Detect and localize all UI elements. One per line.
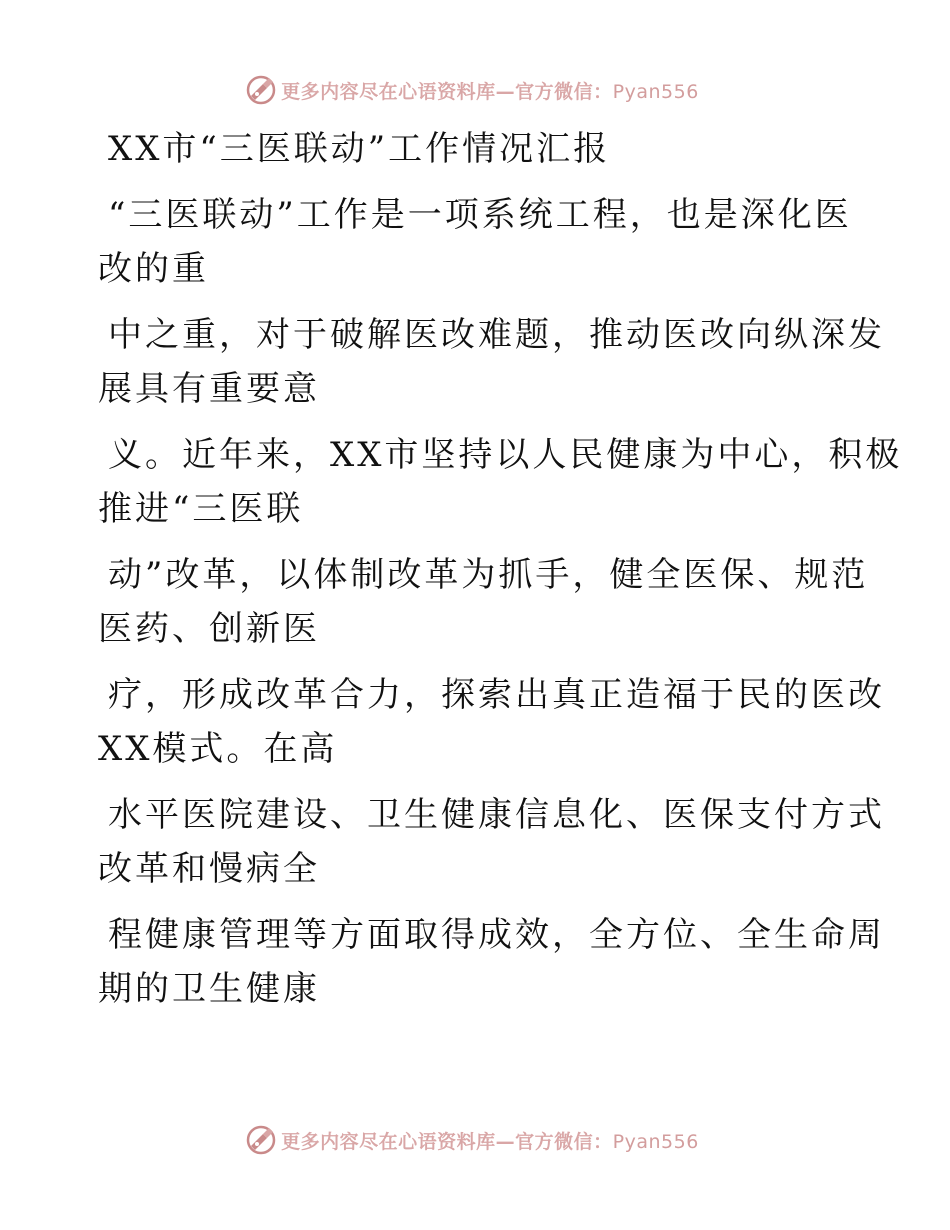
paragraph-line: 推进“三医联 [98,489,304,529]
pen-logo-icon [245,74,277,106]
paragraph-line: 改的重 [98,249,209,289]
paragraph-line: 中之重，对于破解医改难题，推动医改向纵深发 [108,315,885,355]
paragraph-line: 展具有重要意 [98,369,320,409]
document-body [98,122,903,1016]
paragraph-line: 水平医院建设、卫生健康信息化、医保支付方式 [108,795,885,835]
watermark-text: 更多内容尽在心语资料库—官方微信：Pyan556 [281,80,699,103]
paragraph-line: 动”改革，以体制改革为抓手，健全医保、规范 [108,555,869,595]
paragraph-line: 改革和慢病全 [98,849,320,889]
paragraph-line: 医药、创新医 [98,609,320,649]
wechat-id: Pyan556 [612,80,699,103]
wechat-id: Pyan556 [612,1130,699,1153]
paragraph-line: XX模式。在高 [98,729,338,769]
paragraph-line: 义。近年来，XX市坚持以人民健康为中心，积极 [108,435,903,475]
paragraph-line: “三医联动”工作是一项系统工程，也是深化医 [108,195,852,235]
watermark-text: 更多内容尽在心语资料库—官方微信：Pyan556 [281,1130,699,1153]
pen-logo-icon [245,1124,277,1156]
paragraph-line: 期的卫生健康 [98,969,320,1009]
footer-watermark [0,1120,950,1160]
paragraph-line: 疗，形成改革合力，探索出真正造福于民的医改 [108,675,885,715]
paragraph-line: 程健康管理等方面取得成效，全方位、全生命周 [108,915,885,955]
header-watermark [0,70,950,110]
document-title: XX市“三医联动”工作情况汇报 [108,129,611,169]
